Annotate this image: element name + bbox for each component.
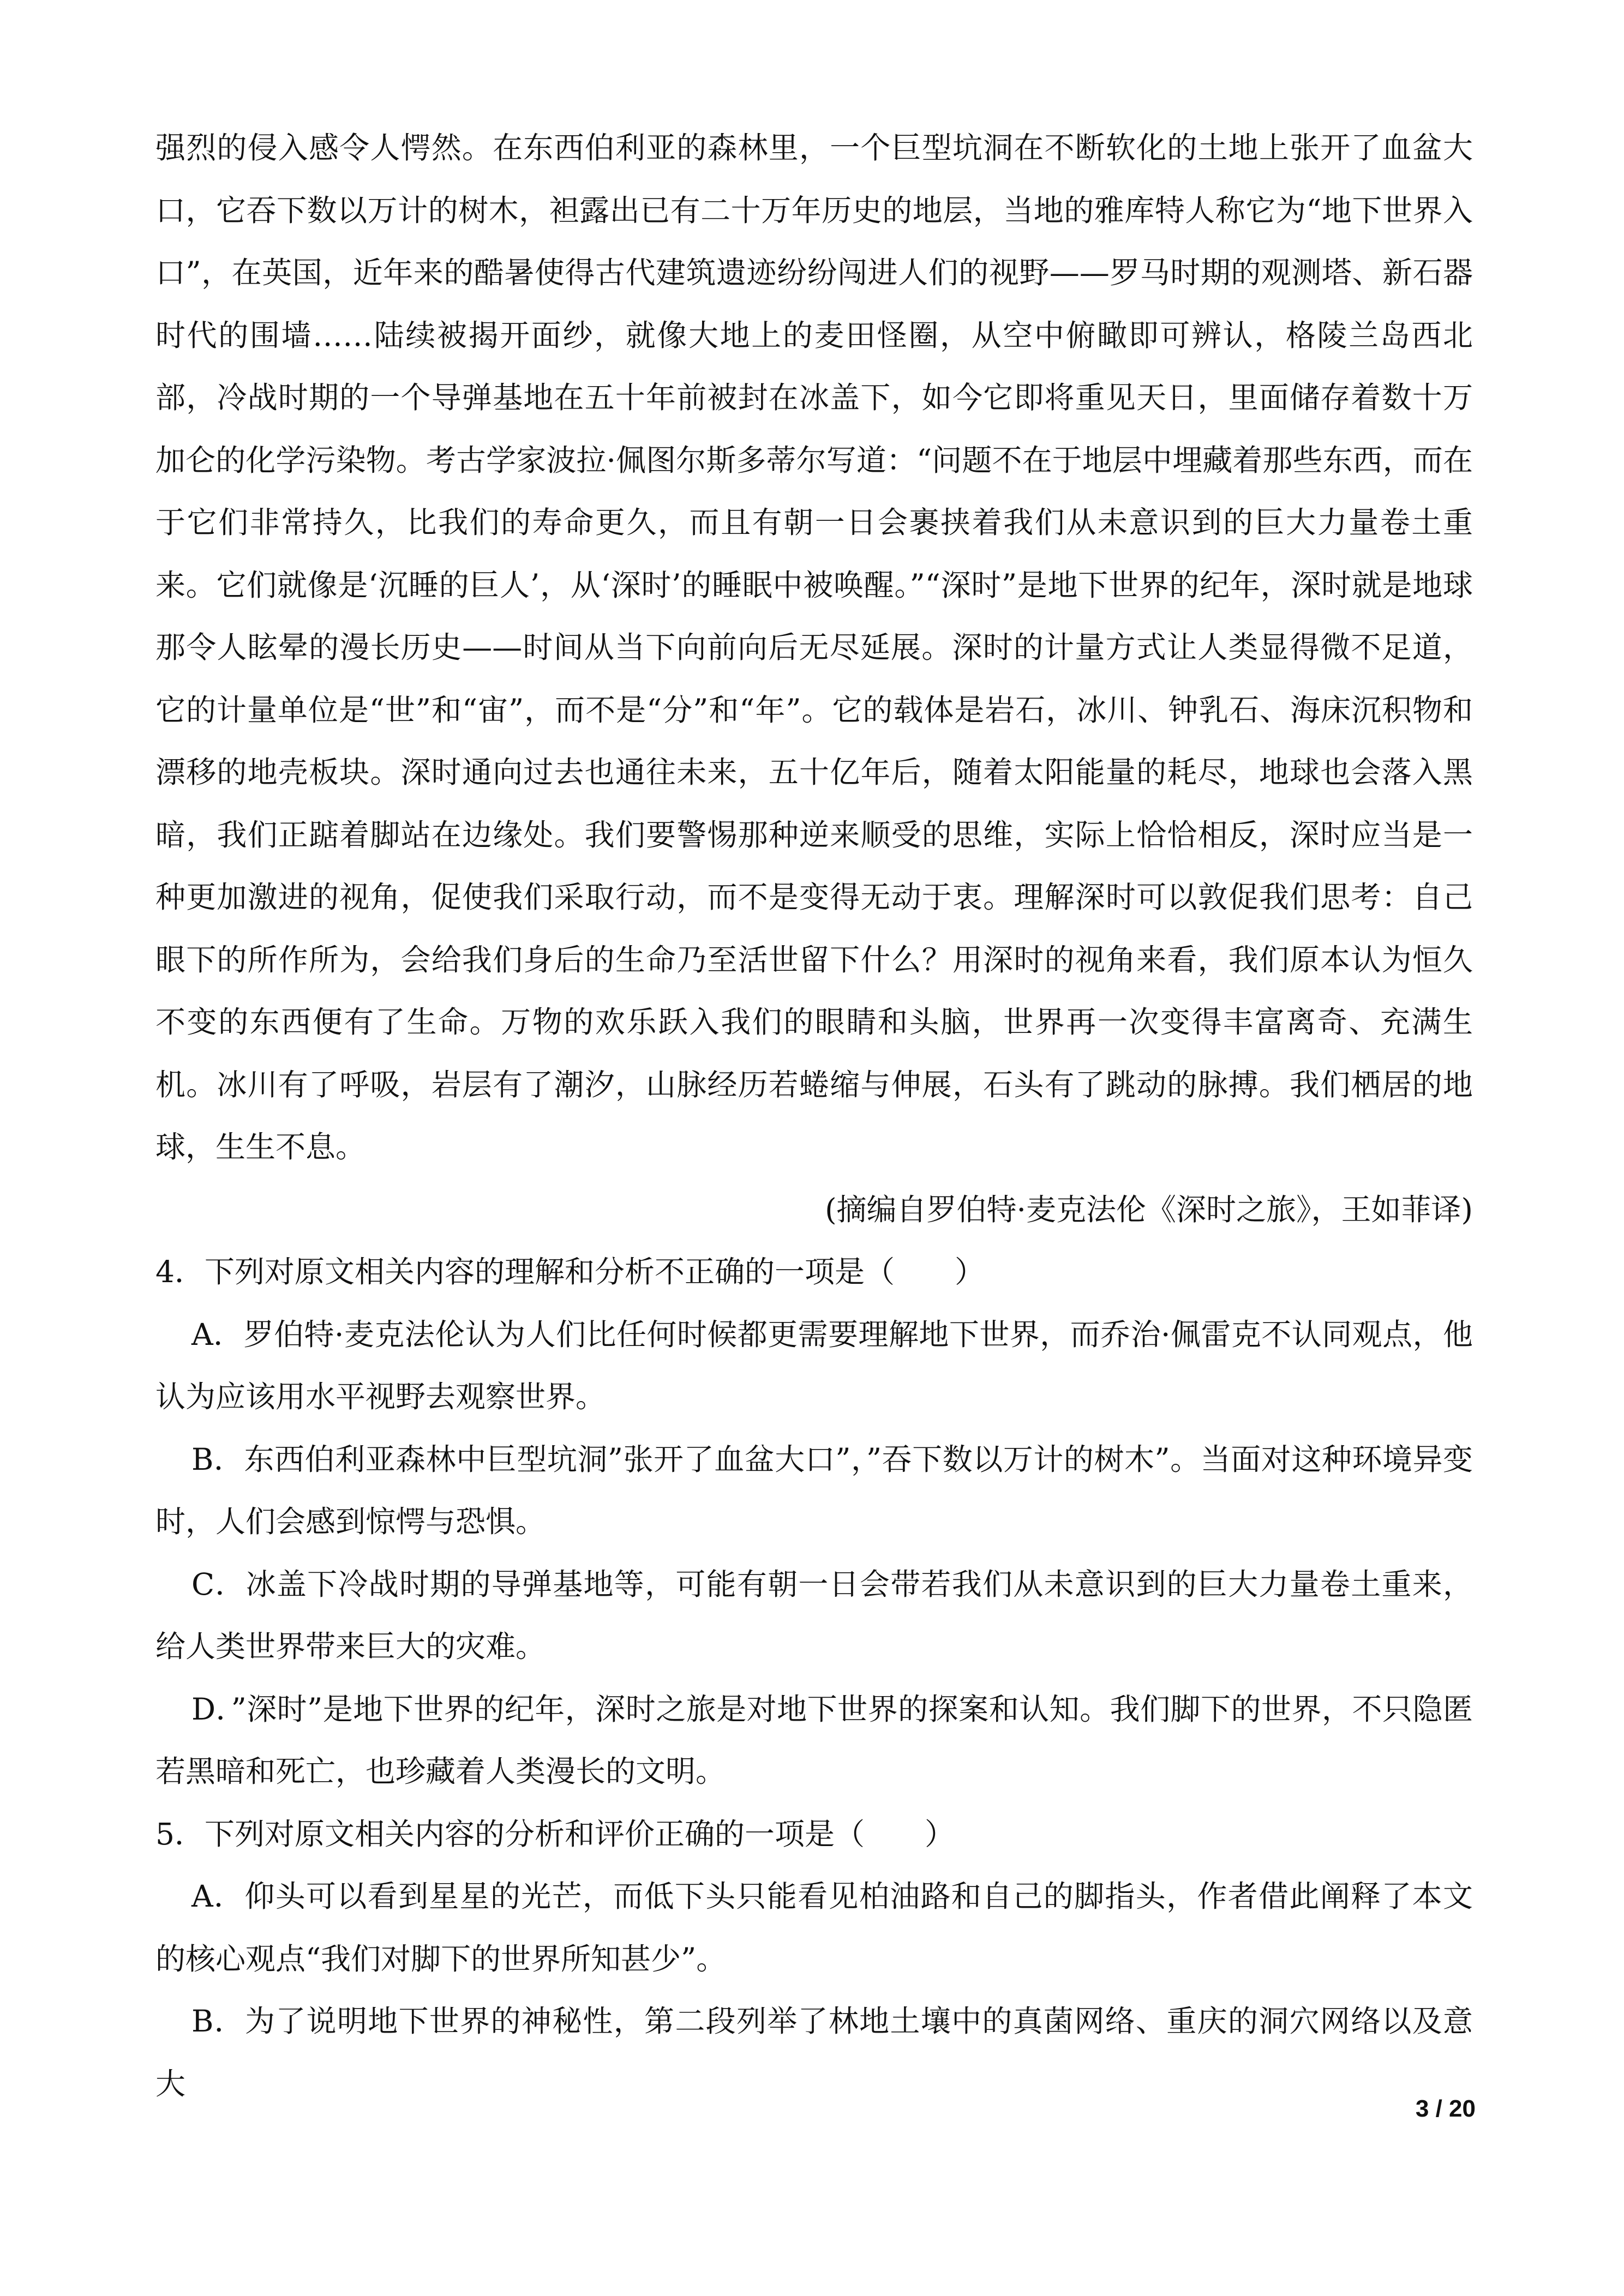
question-5-option-b: B．为了说明地下世界的神秘性，第二段列举了林地土壤中的真菌网络、重庆的洞穴网络以及意大 — [155, 2004, 1473, 2101]
question-4-stem: 4．下列对原文相关内容的理解和分析不正确的一项是（ ） — [155, 1254, 985, 1289]
page-number: 3 / 20 — [1415, 2095, 1476, 2122]
question-4-option-b: B．东西伯利亚森林中巨型坑洞”张开了血盆大口”，”吞下数以万计的树木”。当面对这种环境异变时，人们会感到惊愕与恐惧。 — [155, 1441, 1473, 1539]
question-4-option-c: C．冰盖下冷战时期的导弹基地等，可能有朝一日会带若我们从未意识到的巨大力量卷土重来，给人类世界带来巨大的灾难。 — [155, 1566, 1473, 1664]
question-4 — [155, 1241, 1473, 1803]
question-4-option-d: D．”深时”是地下世界的纪年，深时之旅是对地下世界的探案和认知。我们脚下的世界，不只隐匿若黑暗和死亡，也珍藏着人类漫长的文明。 — [155, 1691, 1473, 1789]
question-4-option-a: A．罗伯特·麦克法伦认为人们比任何时候都更需要理解地下世界，而乔治·佩雷克不认同观点，他认为应该用水平视野去观察世界。 — [155, 1317, 1473, 1414]
question-5-stem: 5．下列对原文相关内容的分析和评价正确的一项是（ ） — [155, 1816, 955, 1852]
question-5 — [155, 1803, 1473, 2115]
page-content — [155, 117, 1473, 2115]
question-5-option-a: A．仰头可以看到星星的光芒，而低下头只能看见柏油路和自己的脚指头，作者借此阐释了本文的核心观点“我们对脚下的世界所知甚少”。 — [155, 1879, 1473, 1976]
passage-paragraph: 强烈的侵入感令人愕然。在东西伯利亚的森林里，一个巨型坑洞在不断软化的土地上张开了血盆大口，它吞下数以万计的树木，袒露出已有二十万年历史的地层，当地的雅库特人称它为“地下世界入口”，在英国，近年来的酷暑使得古代建筑遗迹纷纷闯进人们的视野——罗马时期的观测塔、新石器时代的围墙……陆续被揭开面纱，就像大地上的麦田怪圈，从空中俯瞰即可辨认，格陵兰岛西北部，冷战时期的一个导弹基地在五十年前被封在冰盖下，如今它即将重见天日，里面储存着数十万加仑的化学污染物。考古学家波拉·佩图尔斯多蒂尔写道：“问题不在于地层中埋藏着那些东西，而在于它们非常持久，比我们的寿命更久，而且有朝一日会裹挟着我们从未意识到的巨大力量卷土重来。它们就像是‘沉睡的巨人’，从‘深时’的睡眠中被唤醒。”“深时”是地下世界的纪年，深时就是地球那令人眩晕的漫长历史——时间从当下向前向后无尽延展。深时的计量方式让人类显得微不足道，它的计量单位是“世”和“宙”，而不是“分”和“年”。它的载体是岩石，冰川、钟乳石、海床沉积物和漂移的地壳板块。深时通向过去也通往未来，五十亿年后，随着太阳能量的耗尽，地球也会落入黑暗，我们正踮着脚站在边缘处。我们要警惕那种逆来顺受的思维，实际上恰恰相反，深时应当是一种更加激进的视角，促使我们采取行动，而不是变得无动于衷。理解深时可以敦促我们思考：自己眼下的所作所为，会给我们身后的生命乃至活世留下什么？用深时的视角来看，我们原本认为恒久不变的东西便有了生命。万物的欢乐跃入我们的眼睛和头脑，世界再一次变得丰富离奇、充满生机。冰川有了呼吸，岩层有了潮汐，山脉经历若蜷缩与伸展，石头有了跳动的脉搏。我们栖居的地球，生生不息。 — [155, 130, 1473, 1164]
passage-source: (摘编自罗伯特·麦克法伦《深时之旅》，王如菲译) — [825, 1192, 1473, 1227]
